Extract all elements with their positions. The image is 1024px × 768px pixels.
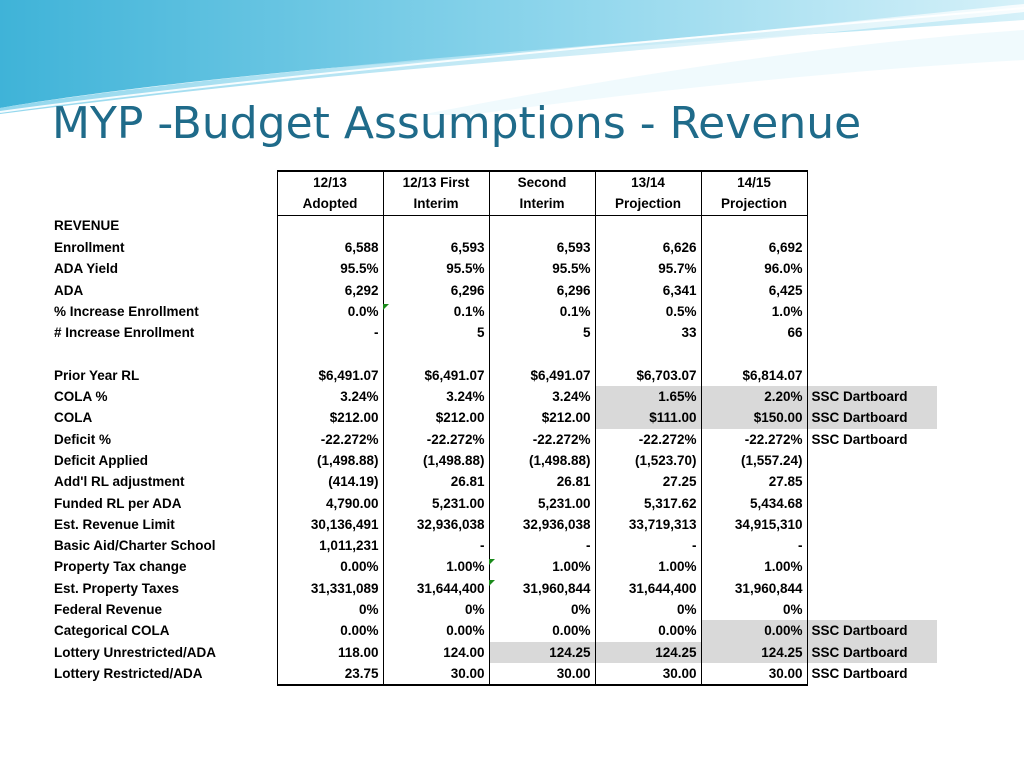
value-cell: 6,692 <box>701 237 807 258</box>
column-header: Projection <box>595 193 701 215</box>
value-cell: 31,960,844 <box>701 578 807 599</box>
row-label: # Increase Enrollment <box>54 325 195 341</box>
value-cell <box>383 343 489 364</box>
column-header: 12/13 <box>277 171 383 193</box>
value-cell: 0% <box>489 599 595 620</box>
empty-cell <box>595 215 701 237</box>
table-row <box>50 365 937 386</box>
value-cell: - <box>595 535 701 556</box>
value-cell: - <box>383 535 489 556</box>
table-row <box>50 663 937 685</box>
value-cell: 95.5% <box>383 258 489 279</box>
value-cell: 0.00% <box>277 556 383 577</box>
empty-cell <box>383 215 489 237</box>
value-cell: 66 <box>701 322 807 343</box>
value-cell: $6,703.07 <box>595 365 701 386</box>
value-cell: 33,719,313 <box>595 514 701 535</box>
header-row <box>50 171 937 193</box>
cell-comment-marker-icon <box>489 580 495 586</box>
value-cell: 0% <box>383 599 489 620</box>
table-row <box>50 407 937 428</box>
value-cell <box>595 343 701 364</box>
table-row <box>50 535 937 556</box>
value-cell: 6,292 <box>277 279 383 300</box>
header-note-spacer <box>807 193 937 215</box>
empty-cell <box>277 215 383 237</box>
value-cell: 0.00% <box>277 620 383 641</box>
value-cell: 124.25 <box>595 642 701 663</box>
value-cell: - <box>701 535 807 556</box>
source-note <box>807 258 937 279</box>
value-cell: 0.00% <box>701 620 807 641</box>
column-header: Adopted <box>277 193 383 215</box>
source-note: SSC Dartboard <box>807 620 937 641</box>
source-note <box>807 535 937 556</box>
table-row <box>50 450 937 471</box>
value-cell: $150.00 <box>701 407 807 428</box>
value-cell: 2.20% <box>701 386 807 407</box>
row-label: COLA <box>54 410 93 426</box>
value-cell: 1,011,231 <box>277 535 383 556</box>
value-cell: -22.272% <box>701 429 807 450</box>
value-cell: 4,790.00 <box>277 492 383 513</box>
value-cell: 5,231.00 <box>489 492 595 513</box>
value-cell: 27.25 <box>595 471 701 492</box>
row-label: Federal Revenue <box>54 602 163 618</box>
value-cell <box>277 343 383 364</box>
row-label: Deficit % <box>54 431 112 447</box>
value-cell: $111.00 <box>595 407 701 428</box>
row-label: Lottery Unrestricted/ADA <box>54 644 217 660</box>
column-header: 14/15 <box>701 171 807 193</box>
source-note <box>807 450 937 471</box>
value-cell: 5,231.00 <box>383 492 489 513</box>
empty-cell <box>489 215 595 237</box>
value-cell: 31,644,400 <box>383 578 489 599</box>
table-row <box>50 279 937 300</box>
source-note <box>807 343 937 364</box>
value-cell: 33 <box>595 322 701 343</box>
header-spacer <box>50 171 277 193</box>
value-cell: (1,557.24) <box>701 450 807 471</box>
empty-note <box>807 215 937 237</box>
table-row <box>50 599 937 620</box>
table-row <box>50 237 937 258</box>
value-cell: 96.0% <box>701 258 807 279</box>
row-label: ADA <box>54 282 84 298</box>
value-cell: 1.00% <box>595 556 701 577</box>
value-cell: 1.65% <box>595 386 701 407</box>
value-cell: 6,296 <box>489 279 595 300</box>
row-label: Categorical COLA <box>54 623 170 639</box>
value-cell: - <box>489 535 595 556</box>
value-cell: 30.00 <box>701 663 807 685</box>
value-cell: -22.272% <box>595 429 701 450</box>
row-label: Est. Property Taxes <box>54 580 180 596</box>
value-cell: 23.75 <box>277 663 383 685</box>
empty-cell <box>701 215 807 237</box>
source-note <box>807 514 937 535</box>
value-cell: 31,960,844 <box>489 578 595 599</box>
table-row <box>50 343 937 364</box>
value-cell: - <box>277 322 383 343</box>
source-note <box>807 322 937 343</box>
value-cell: 6,626 <box>595 237 701 258</box>
value-cell: 0.5% <box>595 301 701 322</box>
value-cell: 95.5% <box>489 258 595 279</box>
value-cell: 26.81 <box>489 471 595 492</box>
column-header: 12/13 First <box>383 171 489 193</box>
value-cell: 5 <box>383 322 489 343</box>
table-row <box>50 386 937 407</box>
value-cell: 30.00 <box>489 663 595 685</box>
header-row <box>50 193 937 215</box>
source-note <box>807 556 937 577</box>
value-cell: $6,491.07 <box>383 365 489 386</box>
value-cell: 0.00% <box>595 620 701 641</box>
value-cell: 0.00% <box>489 620 595 641</box>
table-row <box>50 620 937 641</box>
value-cell: 6,296 <box>383 279 489 300</box>
table-row <box>50 514 937 535</box>
column-header: Projection <box>701 193 807 215</box>
budget-assumptions-table <box>50 170 937 686</box>
source-note <box>807 471 937 492</box>
value-cell: 27.85 <box>701 471 807 492</box>
header-spacer <box>50 193 277 215</box>
source-note <box>807 492 937 513</box>
table-row <box>50 301 937 322</box>
value-cell: 124.25 <box>701 642 807 663</box>
value-cell: 0.00% <box>383 620 489 641</box>
value-cell: 95.7% <box>595 258 701 279</box>
row-label: Prior Year RL <box>54 367 140 383</box>
row-label: Funded RL per ADA <box>54 495 182 511</box>
value-cell: 3.24% <box>383 386 489 407</box>
value-cell: 0% <box>277 599 383 620</box>
value-cell: $6,491.07 <box>489 365 595 386</box>
value-cell: (414.19) <box>277 471 383 492</box>
value-cell: (1,523.70) <box>595 450 701 471</box>
value-cell <box>489 343 595 364</box>
row-label: Deficit Applied <box>54 453 149 468</box>
row-label: COLA % <box>54 389 108 405</box>
value-cell: $212.00 <box>277 407 383 428</box>
value-cell: 26.81 <box>383 471 489 492</box>
source-note: SSC Dartboard <box>807 407 937 428</box>
value-cell: 3.24% <box>277 386 383 407</box>
cell-comment-marker-icon <box>383 304 389 310</box>
row-label: Enrollment <box>54 240 125 256</box>
source-note: SSC Dartboard <box>811 666 908 682</box>
value-cell: 30.00 <box>383 663 489 685</box>
value-cell: 0% <box>595 599 701 620</box>
value-cell: 31,331,089 <box>277 578 383 599</box>
column-header: Interim <box>489 193 595 215</box>
column-header: Second <box>489 171 595 193</box>
value-cell: $6,814.07 <box>701 365 807 386</box>
value-cell: 5,317.62 <box>595 492 701 513</box>
row-label: Lottery Restricted/ADA <box>54 666 203 682</box>
source-note: SSC Dartboard <box>807 386 937 407</box>
value-cell: $212.00 <box>489 407 595 428</box>
value-cell: 5,434.68 <box>701 492 807 513</box>
column-header: 13/14 <box>595 171 701 193</box>
value-cell: 3.24% <box>489 386 595 407</box>
value-cell: 30,136,491 <box>277 514 383 535</box>
value-cell: 34,915,310 <box>701 514 807 535</box>
row-label: ADA Yield <box>54 261 119 277</box>
value-cell: 6,593 <box>383 237 489 258</box>
row-label: Est. Revenue Limit <box>54 516 175 532</box>
source-note <box>807 578 937 599</box>
source-note <box>807 237 937 258</box>
row-label: Add'l RL adjustment <box>54 474 185 490</box>
value-cell: 6,425 <box>701 279 807 300</box>
value-cell: 0.1% <box>489 301 595 322</box>
row-label: Property Tax change <box>54 559 187 575</box>
table-row <box>50 642 937 663</box>
value-cell: 1.00% <box>489 556 595 577</box>
value-cell: 1.0% <box>701 301 807 322</box>
value-cell: -22.272% <box>277 429 383 450</box>
table-row <box>50 471 937 492</box>
slide-title: MYP -Budget Assumptions - Revenue <box>52 98 862 149</box>
row-label <box>50 343 277 364</box>
source-note: SSC Dartboard <box>811 431 908 447</box>
row-label: Basic Aid/Charter School <box>54 538 216 554</box>
value-cell: 1.00% <box>701 556 807 577</box>
value-cell: $212.00 <box>383 407 489 428</box>
value-cell: 118.00 <box>277 642 383 663</box>
value-cell: 95.5% <box>277 258 383 279</box>
value-cell: 5 <box>489 322 595 343</box>
section-row <box>50 215 937 237</box>
column-header: Interim <box>383 193 489 215</box>
value-cell: (1,498.88) <box>277 450 383 471</box>
source-note: SSC Dartboard <box>807 642 937 663</box>
source-note <box>807 301 937 322</box>
value-cell: 0.1% <box>383 301 489 322</box>
row-label: % Increase Enrollment <box>54 303 199 319</box>
table-row <box>50 492 937 513</box>
value-cell: -22.272% <box>383 429 489 450</box>
value-cell: 30.00 <box>595 663 701 685</box>
value-cell: $6,491.07 <box>277 365 383 386</box>
source-note <box>807 365 937 386</box>
header-note-spacer <box>807 171 937 193</box>
value-cell: 6,341 <box>595 279 701 300</box>
source-note <box>807 279 937 300</box>
table-row <box>50 258 937 279</box>
value-cell: 6,593 <box>489 237 595 258</box>
value-cell: 124.25 <box>489 642 595 663</box>
table-row <box>50 429 937 450</box>
source-note <box>807 599 937 620</box>
table-row <box>50 322 937 343</box>
value-cell: 31,644,400 <box>595 578 701 599</box>
section-label: REVENUE <box>54 218 120 234</box>
value-cell <box>701 343 807 364</box>
value-cell: 32,936,038 <box>383 514 489 535</box>
cell-comment-marker-icon <box>489 559 495 565</box>
value-cell: 32,936,038 <box>489 514 595 535</box>
value-cell: (1,498.88) <box>489 450 595 471</box>
value-cell: 124.00 <box>383 642 489 663</box>
value-cell: -22.272% <box>489 429 595 450</box>
value-cell: 6,588 <box>277 237 383 258</box>
value-cell: (1,498.88) <box>383 450 489 471</box>
value-cell: 0.0% <box>277 301 383 322</box>
value-cell: 1.00% <box>383 556 489 577</box>
value-cell: 0% <box>701 599 807 620</box>
